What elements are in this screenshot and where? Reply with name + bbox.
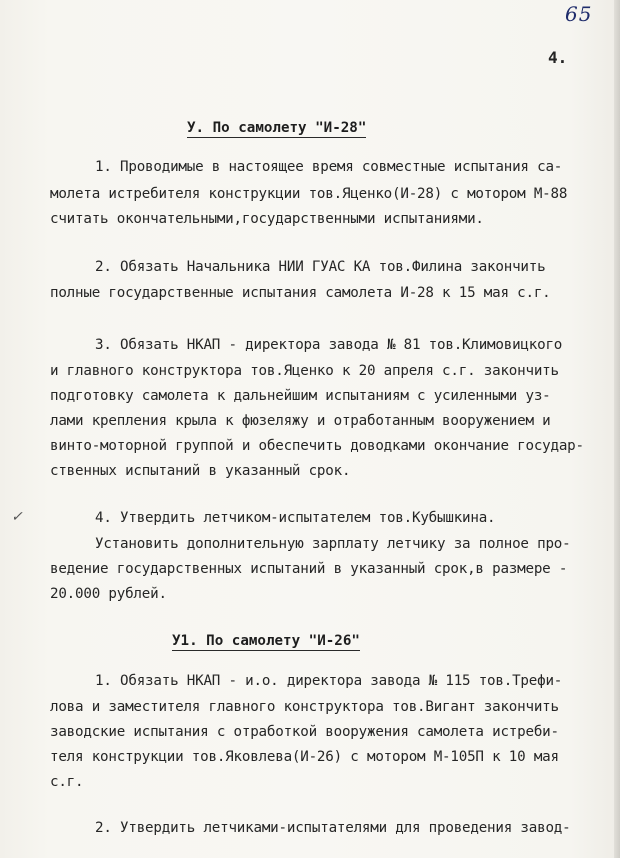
text-line: полные государственные испытания самолета И-28 к 15 мая с.г. <box>50 285 551 301</box>
text-line: с.г. <box>50 774 84 790</box>
text-line: лами крепления крыла к фюзеляжу и отработанным вооружением и <box>50 413 551 429</box>
text-line: и главного конструктора тов.Яценко к 20 апреля с.г. закончить <box>50 363 559 379</box>
section-title-6-text: У1. По самолету "И-26" <box>172 633 360 649</box>
section-title-5-text: У. По самолету "И-28" <box>187 120 367 136</box>
section-title-5 <box>187 120 366 136</box>
text-line: ведение государственных испытаний в указанный срок,в размере - <box>50 561 568 577</box>
text-line: винто-моторной группой и обеспечить доводками окончание государ- <box>50 438 584 454</box>
text-line: 2. Утвердить летчиками-испытателями для проведения завод- <box>95 820 571 836</box>
text-line: Установить дополнительную зарплату летчику за полное про- <box>95 536 571 552</box>
text-line: считать окончательными,государственными испытаниями. <box>50 211 484 227</box>
text-line: 1. Обязать НКАП - и.о. директора завода № 115 тов.Трефи- <box>95 673 563 689</box>
page-edge-shadow <box>614 0 620 858</box>
text-line: 4. Утвердить летчиком-испытателем тов.Кубышкина. <box>95 510 496 526</box>
text-line: 1. Проводимые в настоящее время совместные испытания са- <box>95 159 563 175</box>
text-line: 20.000 рублей. <box>50 586 167 602</box>
section-title-6 <box>172 633 360 649</box>
text-line: молета истребителя конструкции тов.Яценко(И-28) с мотором М-88 <box>50 186 568 202</box>
handwritten-page-number: 65 <box>565 2 593 26</box>
text-line: 3. Обязать НКАП - директора завода № 81 тов.Климовицкого <box>95 337 563 353</box>
text-line: лова и заместителя главного конструктора тов.Вигант закончить <box>50 699 559 715</box>
typed-page-number: 4. <box>548 48 568 67</box>
text-line: заводские испытания с отработкой вооружения самолета истреби- <box>50 724 559 740</box>
text-line: ственных испытаний в указанный срок. <box>50 463 351 479</box>
margin-check-mark: ✓ <box>11 509 23 525</box>
text-line: теля конструкции тов.Яковлева(И-26) с мотором М-105П к 10 мая <box>50 749 559 765</box>
text-line: 2. Обязать Начальника НИИ ГУАС КА тов.Филина закончить <box>95 259 546 275</box>
text-line: подготовку самолета к дальнейшим испытаниям с усиленными уз- <box>50 388 551 404</box>
